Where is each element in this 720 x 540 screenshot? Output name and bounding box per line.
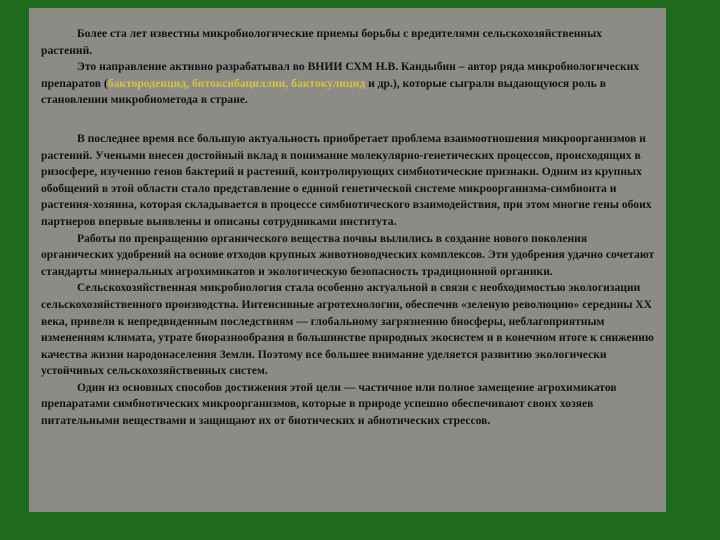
preparations-highlight: бактороденцид, битоксибациллин, бактокулицид: [107, 76, 366, 90]
text-block-1: [41, 26, 656, 109]
paragraph-organic-fertilizers: Работы по превращению органического вещества почвы вылились в создание нового поколения органических удобрений на основе отходов крупных животноводческих комплексов. Эти удобрения удачно сочетают стандарты минеральных агрохимикатов и экологическую безопасность традиционной органики.: [41, 231, 655, 278]
paragraph-microbe-plant: В последнее время все большую актуальность приобретает проблема взаимоотношения микроорганизмов и растений. Учеными внесен достойный вклад в понимание молекулярно-генетических процессов, происходящих в ризосфере, изучению генов бактерий и растений, контролирующих симбиотические признаки. Одним из крупных обобщений в этой области стало представление о единой генетической системе микроорганизма-симбионта и растения-хозяина, которая складывается в процессе симбиотического взаимодействия, при этом многие гены обоих партнеров впервые выявлены и описаны сотрудниками института.: [41, 131, 652, 228]
paragraph-pest-control: Более ста лет известны микробиологические приемы борьбы с вредителями сельскохозяйственных растений.: [41, 27, 602, 57]
paragraph-symbiotic-replacement: Один из основных способов достижения этой цели — частичное или полное замещение агрохимикатов препаратами симбиотических микроорганизмов, которые в природе успешно обеспечивают своих хозяев питательными веществами и защищают их от биотических и абиотических стрессов.: [41, 380, 617, 428]
text-panel: [29, 8, 666, 512]
paragraph-kandybin-pre: Это направление активно разрабатывал во ВНИИ СХМ Н.В. Кандыбин – автор ряда микробиологических препаратов (: [41, 60, 640, 90]
text-block-2: [41, 131, 656, 430]
paragraph-ecologization: Сельскохозяйственная микробиология стала особенно актуальной в связи с необходимостью экологизации сельскохозяйственного производства. Интенсивные агротехнологии, обеспечив «зеленую революцию» середины XX века, привели к непредвиденным последствиям — глобальному загрязнению биосферы, неблагоприятным изменениям климата, утрате биоразнообразия в большинстве природных экосистем и в конечном итоге к снижению качества жизни народонаселения Земли. Поэтому все большее внимание уделяется развитию экологически устойчивых сельскохозяйственных систем.: [41, 281, 654, 378]
paragraph-kandybin-post: и др.), которые сыграли выдающуюся роль в становлении микробиометода в стране.: [41, 76, 606, 107]
paragraph-kandybin: [41, 59, 656, 109]
